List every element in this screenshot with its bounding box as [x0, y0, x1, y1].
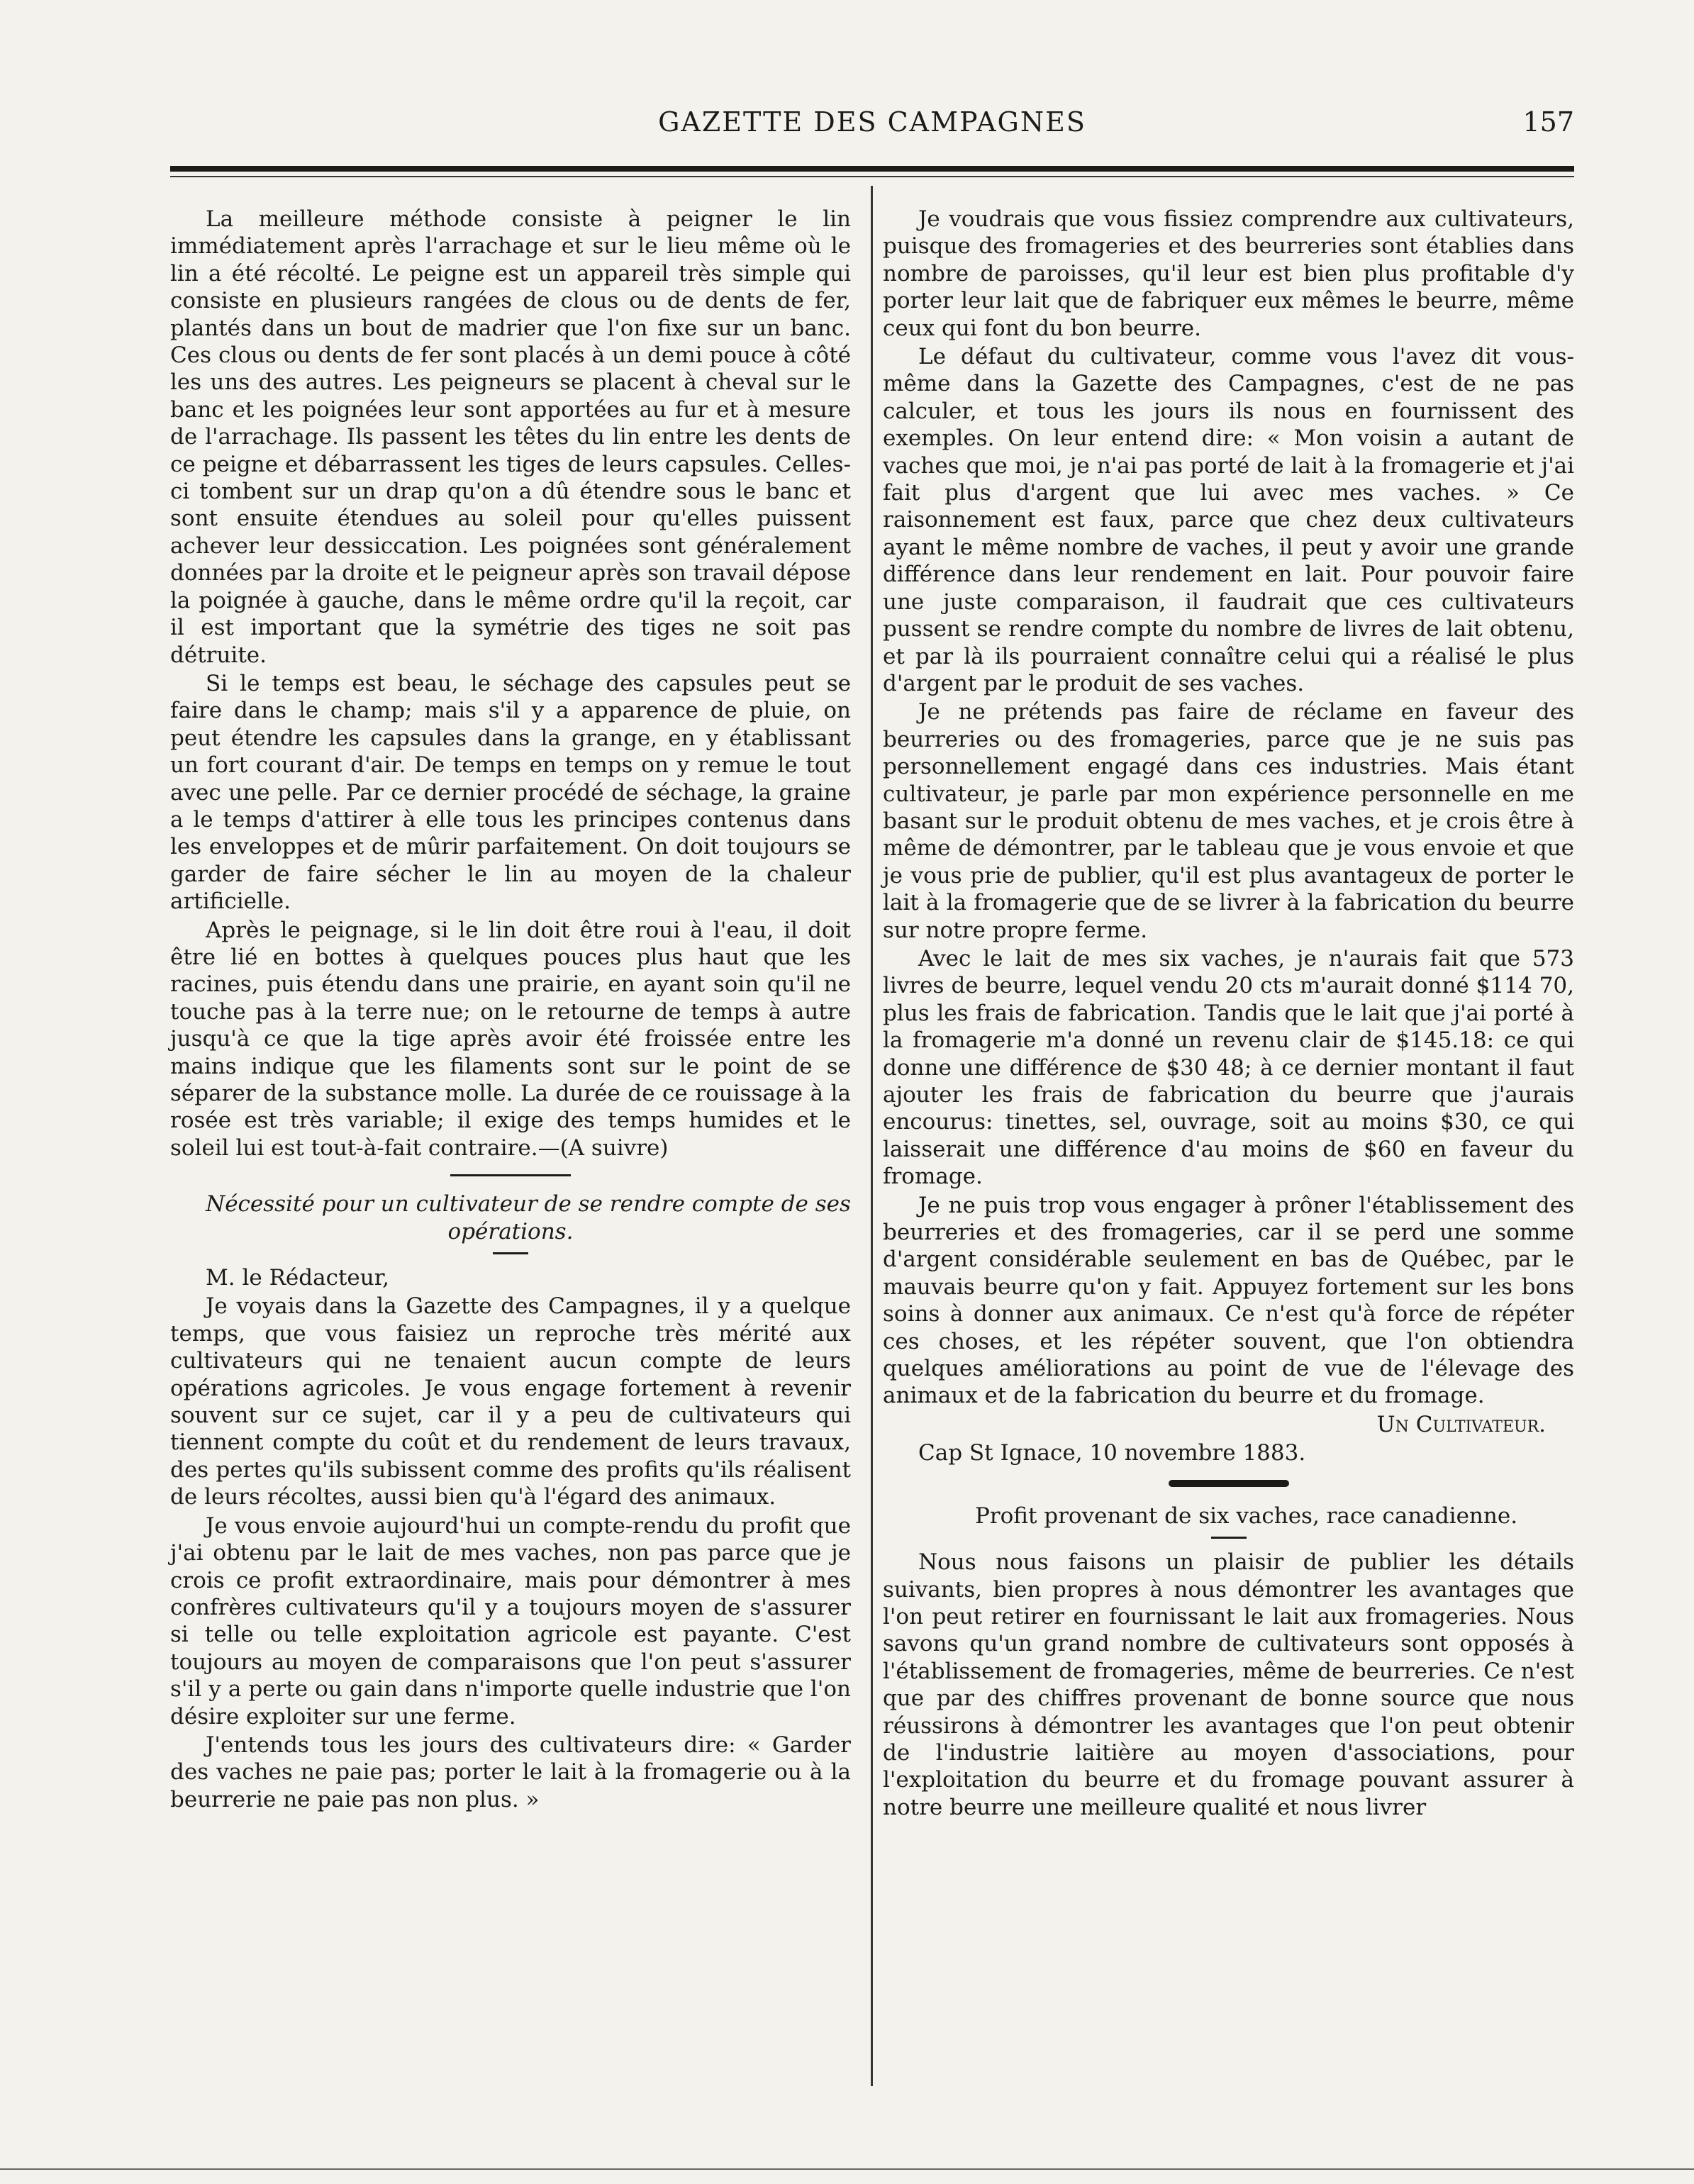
letter-paragraph: Je vous envoie aujourd'hui un compte-rendu du profit que j'ai obtenu par le lait de mes vaches, non pas parce que je crois ce profit extraordinaire, mais pour démontrer à mes confrères cultivateurs qu'il y a toujours moyen de s'assurer si telle ou telle exploitation agricole est payante. C'est toujours au moyen de comparaisons que l'on peut s'assurer s'il y a perte ou gain dans n'importe quelle industrie que l'on désire exploiter sur une ferme.	[170, 1512, 851, 1729]
right-column	[883, 206, 1574, 1822]
header-rule-thick	[170, 166, 1574, 172]
section-separator	[450, 1174, 571, 1176]
page-bottom-rule	[0, 2168, 1694, 2170]
publication-title: GAZETTE DES CAMPAGNES	[658, 106, 1086, 138]
page-number: 157	[1522, 106, 1574, 138]
article-paragraph: Nous nous faisons un plaisir de publier les détails suivants, bien propres à nous démontrer les avantages que l'on peut retirer en fournissant le lait aux fromageries. Nous savons qu'un grand nombre de cultivateurs sont opposés à l'établissement de fromageries, même de beurreries. Ce n'est que par des chiffres provenant de bonne source que nous réussirons à démontrer les avantages que l'on peut obtenir de l'industrie laitière au moyen d'associations, pour l'exploitation du beurre et du fromage pouvant assurer à notre beurre une meilleure qualité et nous livrer	[883, 1549, 1574, 1820]
letter-paragraph: Je voyais dans la Gazette des Campagnes, il y a quelque temps, que vous faisiez un reproche très mérité aux cultivateurs qui ne tenaient aucun compte de leurs opérations agricoles. Je vous engage fortement à revenir souvent sur ce sujet, car il y a peu de cultivateurs qui tiennent compte du coût et du rendement de leurs travaux, des pertes qu'ils subissent comme des profits qu'ils réalisent de leurs récoltes, aussi bien qu'à l'égard des animaux.	[170, 1293, 851, 1510]
article-paragraph: Après le peignage, si le lin doit être roui à l'eau, il doit être lié en bottes à quelques pouces plus haut que les racines, puis étendu dans une prairie, en ayant soin qu'il ne touche pas à la terre nue; on le retourne de temps à autre jusqu'à ce que la tige après avoir été froissée entre les mains indique que les filaments sont sur le point de se séparer de la substance molle. La durée de ce rouissage à la rosée est très variable; il exige des temps humides et le soleil lui est tout-à-fait contraire.—(A suivre)	[170, 917, 851, 1161]
letter-paragraph: J'entends tous les jours des cultivateurs dire: « Garder des vaches ne paie pas; porter le lait à la fromagerie ou à la beurrerie ne paie pas non plus. »	[170, 1732, 851, 1812]
title-dash	[1211, 1537, 1247, 1539]
title-dash	[493, 1252, 528, 1254]
letter-signature: Un Cultivateur.	[1376, 1411, 1546, 1437]
letter-salutation: M. le Rédacteur,	[206, 1265, 389, 1291]
letter-paragraph: Avec le lait de mes six vaches, je n'aurais fait que 573 livres de beurre, lequel vendu 20 cts m'aurait donné $114 70, plus les frais de fabrication. Tandis que le lait que j'ai porté à la fromagerie m'a donné un revenu clair de $145.18: ce qui donne une différence de $30 48; à ce dernier montant il faut ajouter les frais de fabrication du beurre que j'aurais encourus: tinettes, sel, ouvrage, soit au moins $30, ce qui laisserait une différence d'au moins de $60 en faveur du fromage.	[883, 945, 1574, 1190]
left-column	[170, 206, 851, 1815]
section-separator	[1169, 1480, 1289, 1487]
letter-paragraph: Je ne prétends pas faire de réclame en faveur des beurreries ou des fromageries, parce que je ne suis pas personnellement engagé dans ces industries. Mais étant cultivateur, je parle par mon expérience personnelle en me basant sur le produit obtenu de mes vaches, et je crois être à même de démontrer, par le tableau que je vous envoie et que je vous prie de publier, qu'il est plus avantageux de porter le lait à la fromagerie que de se livrer à la fabrication du beurre sur notre propre ferme.	[883, 699, 1574, 943]
header-rule-thin	[170, 176, 1574, 177]
letter-paragraph: Le défaut du cultivateur, comme vous l'avez dit vous-même dans la Gazette des Campagnes, c'est de ne pas calculer, et tous les jours ils nous en fournissent des exemples. On leur entend dire: « Mon voisin a autant de vaches que moi, je n'ai pas porté de lait à la fromagerie et j'ai fait plus d'argent que lui avec mes vaches. » Ce raisonnement est faux, parce que chez deux cultivateurs ayant le même nombre de vaches, il peut y avoir une grande différence dans leur rendement en lait. Pour pouvoir faire une juste comparaison, il faudrait que ces cultivateurs pussent se rendre compte du nombre de livres de lait obtenu, et par là ils pourraient connaître celui qui a réalisé le plus d'argent par le produit de ses vaches.	[883, 344, 1574, 696]
column-divider	[871, 186, 873, 2086]
section-title: Nécessité pour un cultivateur de se rendre compte de ses opérations.	[206, 1191, 851, 1244]
letter-paragraph: Je ne puis trop vous engager à prôner l'établissement des beurreries et des fromageries, car il se perd une somme d'argent considérable seulement en bas de Québec, par le mauvais beurre qu'on y fait. Appuyez fortement sur les bons soins à donner aux animaux. Ce n'est qu'à force de répéter ces choses, et les répéter souvent, que l'on obtiendra quelques améliorations au point de vue de l'élevage des animaux et de la fabrication du beurre et du fromage.	[883, 1192, 1574, 1409]
letter-dateline: Cap St Ignace, 10 novembre 1883.	[918, 1440, 1306, 1466]
page-header	[170, 106, 1574, 149]
article-paragraph: Si le temps est beau, le séchage des capsules peut se faire dans le champ; mais s'il y a apparence de pluie, on peut étendre les capsules dans la grange, en y établissant un fort courant d'air. De temps en temps on y remue le tout avec une pelle. Par ce dernier procédé de séchage, la graine a le temps d'attirer à elle tous les principes contenus dans les enveloppes et de mûrir parfaitement. On doit toujours se garder de faire sécher le lin au moyen de la chaleur artificielle.	[170, 670, 851, 915]
article-paragraph: La meilleure méthode consiste à peigner le lin immédiatement après l'arrachage et sur le lieu même où le lin a été récolté. Le peigne est un appareil très simple qui consiste en plusieurs rangées de clous ou de dents de fer, plantés dans un bout de madrier que l'on fixe sur un banc. Ces clous ou dents de fer sont placés à un demi pouce à côté les uns des autres. Les peigneurs se placent à cheval sur le banc et les poignées leur sont apportées au fur et à mesure de l'arrachage. Ils passent les têtes du lin entre les dents de ce peigne et débarrassent les tiges de leurs capsules. Celles-ci tombent sur un drap qu'on a dû étendre sous le banc et sont ensuite étendues au soleil pour qu'elles puissent achever leur dessiccation. Les poignées sont généralement données par la droite et le peigneur après son travail dépose la poignée à gauche, dans le même ordre qu'il la reçoit, car il est important que la symétrie des tiges ne soit pas détruite.	[170, 206, 851, 668]
letter-paragraph: Je voudrais que vous fissiez comprendre aux cultivateurs, puisque des fromageries et des beurreries sont établies dans nombre de paroisses, qu'il leur est bien plus profitable d'y porter leur lait que de fabriquer eux mêmes le beurre, même ceux qui font du bon beurre.	[883, 206, 1574, 341]
section-title: Profit provenant de six vaches, race canadienne.	[974, 1503, 1518, 1529]
